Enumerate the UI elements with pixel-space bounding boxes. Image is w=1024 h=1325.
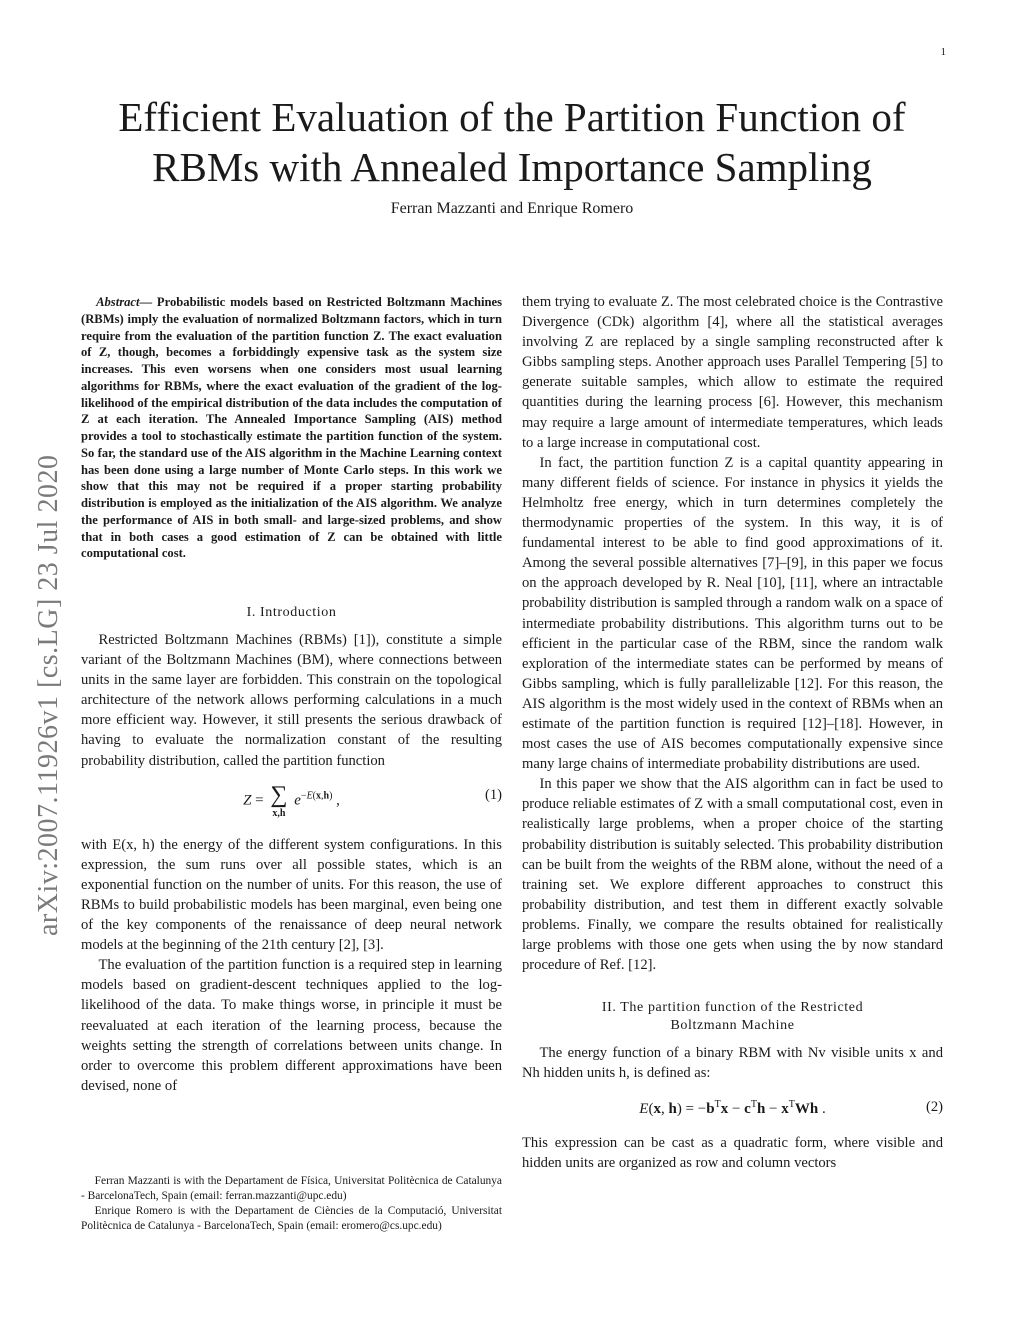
footnote-1: Ferran Mazzanti is with the Departament de Física, Universitat Politècnica de Catalunya - BarcelonaTech, Spain (email: ferran.mazzanti@upc.edu) [81, 1175, 502, 1202]
section-heading-partition-function [522, 999, 943, 1035]
title-line-1: Efficient Evaluation of the Partition Function of [118, 94, 906, 140]
intro-paragraph-2: with E(x, h) the energy of the different system configurations. In this expression, the sum runs over all possible states, which is an exponential function on the number of units. For this reason, the use of RBMs to build probabilistic models has been marginal, even being one of the key components of the renaissance of deep neural network models at the beginning of the 21th century [2], [3]. [81, 836, 502, 954]
equation-1-number: (1) [484, 786, 502, 803]
intro-paragraph-3: The evaluation of the partition function is a required step in learning models based on gradient-descent techniques applied to the log-likelihood of the data. To make things worse, in principle it must be reevaluated at each iteration of the learning process, because the weights setting the strength of correlations between units change. In order to overcome this problem different approximations have been devised, none of [81, 957, 502, 1094]
equation-1 [81, 777, 502, 831]
title-line-2: RBMs with Annealed Importance Sampling [152, 144, 872, 190]
section-2-paragraph-2: This expression can be cast as a quadratic form, where visible and hidden units are organized as row and column vectors [522, 1135, 943, 1172]
equation-2 [522, 1089, 943, 1129]
page-number: 1 [940, 46, 946, 58]
paper-title [60, 92, 964, 192]
authors: Ferran Mazzanti and Enrique Romero [390, 200, 634, 217]
equation-2-number: (2) [925, 1099, 943, 1116]
equation-2-body: E(x, $h) = -b^Tx - c^Th - x^TWh$ . [639, 1099, 826, 1118]
section-2-paragraph-1: The energy function of a binary RBM with Nv visible units x and Nh hidden units h, is defined as: [522, 1045, 943, 1082]
sum-symbol: ∑ x,h [270, 781, 288, 819]
section-2-heading-line-1: II. The partition function of the Restricted [601, 1000, 864, 1016]
abstract-text: — Probabilistic models based on Restricted Boltzmann Machines (RBMs) imply the evaluation of normalized Boltzmann factors, which in turn require from the evaluation of the partition function Z. The exact evaluation of Z, though, becomes a forbiddingly expensive task as the system size increases. This even worsens when one considers most usual learning algorithms for RBMs, where the exact evaluation of the gradient of the log-likelihood of the empirical distribution of the data includes the computation of Z at each iteration. The Annealed Importance Sampling (AIS) method provides a tool to stochastically estimate the partition function of the system. So far, the standard use of the AIS algorithm in the Machine Learning context has been done using a large number of Monte Carlo steps. In this work we show that this may not be required if a proper starting probability distribution is employed as the initialization of the AIS algorithm. We analyze the performance of AIS in both small- and large-sized problems, and show that in both cases a good estimation of Z can be obtained with little computational cost. [81, 295, 502, 561]
section-heading-introduction: I. Introduction [246, 605, 337, 620]
section-2-heading-line-2: Boltzmann Machine [670, 1018, 795, 1034]
abstract [81, 294, 502, 562]
arxiv-identifier: arXiv:2007.11926v1 [cs.LG] 23 Jul 2020 [33, 454, 64, 936]
right-paragraph-2: In fact, the partition function Z is a capital quantity appearing in many different fields of science. For instance in physics it yields the Helmholtz free energy, which in turn determines completely the thermodynamic properties of the system. In this way, it is of fundamental interest to be able to find good approximations of it. Among the several possible alternatives [7]–[9], in this paper we focus on the approach developed by R. Neal [10], [11], where an intractable probability distribution is sampled through a random walk on a space of intermediate probability distributions. This algorithm turns out to be efficient in the particular case of the RBM, since the random walk exploration of the intermediate states can be performed by means of Gibbs sampling, which is fully parallelizable [12]. For this reason, the AIS algorithm is the most widely used in the context of RBMs when an estimate of the partition function is required [12]–[18]. However, in most cases the use of AIS becomes computationally expensive since many large chains of intermediate probability distributions are used. [522, 454, 943, 773]
abstract-label: Abstract [96, 295, 140, 309]
right-paragraph-3: In this paper we show that the AIS algorithm can in fact be used to produce reliable estimates of Z with a small computational cost, even in realistically large problems, when a proper choice of the starting probability distribution is suitably selected. This probability distribution can be built from the weights of the RBM alone, without the need of a training set. We explore different approaches to construct this probability distribution, and test them in different exactly solvable problems. Finally, we compare the results obtained for realistically large problems with those one gets when using the by now standard procedure of Ref. [12]. [522, 776, 943, 974]
right-column [522, 292, 943, 1174]
intro-paragraph-1: Restricted Boltzmann Machines (RBMs) [1]), constitute a simple variant of the Boltzmann Machines (BM), where connections between units in the same layer are forbidden. This constrain on the topological architecture of the network allows performing calculations in a much more efficient way. However, it still presents the serious drawback of having to evaluate the normalization constant of the resulting probability distribution, called the partition function [81, 632, 502, 769]
footnote-2: Enrique Romero is with the Departament de Ciències de la Computació, Universitat Politècnica de Catalunya - BarcelonaTech, Spain (email: eromero@cs.upc.edu) [81, 1205, 502, 1232]
equation-1-body: Z = ∑ x,h $e^{-E(x,h)}$ , [243, 781, 340, 819]
left-column [81, 292, 502, 1096]
right-paragraph-1: them trying to evaluate Z. The most celebrated choice is the Contrastive Divergence (CDk) algorithm [4], where all the statistical averages involving Z are replaced by a single sampling reconstructed after k Gibbs sampling steps. Another approach uses Parallel Tempering [5] to generate suitable samples, which allow to estimate the required quantities during the learning process [6]. However, this mechanism may require a large amount of intermediate temperatures, which leads to a large increase in computational cost. [522, 294, 943, 451]
footnotes [81, 1174, 502, 1234]
